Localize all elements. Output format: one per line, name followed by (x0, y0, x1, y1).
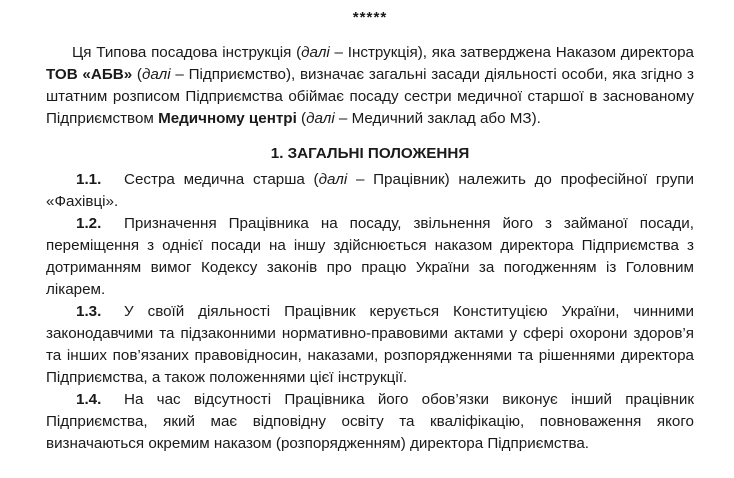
clause-text-1: Сестра медична старша ( (124, 171, 319, 188)
clause-number: 1.4. (76, 391, 102, 408)
intro-text-2: – Інструкція), яка затверджена Наказом директора (329, 44, 694, 61)
clause-number: 1.1. (76, 171, 102, 188)
intro-italic-2: далі (142, 66, 171, 83)
intro-text-6: – Медичний заклад або МЗ). (334, 110, 541, 127)
clause-italic: далі (318, 171, 348, 188)
clause-text: Призначення Працівника на посаду, звільнення його з займаної посади, переміщення з однієї посади на іншу здійснюється наказом директора Підприємства з дотриманням вимог Кодексу законів про працю України за погодженням із Головним лікарем. (46, 215, 694, 298)
intro-text-5: ( (296, 110, 307, 127)
intro-italic-1: далі (301, 44, 330, 61)
clause-number: 1.2. (76, 215, 102, 232)
company-name: ТОВ «АБВ» (46, 66, 133, 83)
clause-1-1 (46, 169, 694, 213)
clause-1-2 (46, 213, 694, 301)
intro-italic-3: далі (306, 110, 335, 127)
intro-text-1: Ця Типова посадова інструкція ( (72, 44, 302, 61)
separator-stars: ***** (352, 9, 388, 26)
intro-paragraph (46, 42, 694, 130)
clause-number: 1.3. (76, 303, 102, 320)
clause-1-3 (46, 301, 694, 389)
clause-text-2: – Працівник) належить до професійної групи «Фахівці». (46, 171, 694, 210)
clause-text: На час відсутності Працівника його обов’язки виконує інший працівник Підприємства, який має відповідну освіту та кваліфікацію, повноваження якого визначаються окремим наказом (розпорядженням) директора Підприємства. (46, 391, 694, 452)
clause-1-4 (46, 389, 694, 455)
clause-text: У своїй діяльності Працівник керується Конституцією України, чинними законодавчими та підзаконними нормативно-правовими актами у сфері охорони здоров’я та інших пов’язаних правовідносин, наказами, розпорядженнями та рішеннями директора Підприємства, а також положеннями цієї інструкції. (46, 303, 694, 386)
medical-center-name: Медичному центрі (158, 110, 297, 127)
intro-text-3: ( (132, 66, 142, 83)
section-title: 1. ЗАГАЛЬНІ ПОЛОЖЕННЯ (270, 145, 470, 162)
intro-text-4: – Підприємство), визначає загальні засади діяльності особи, яка згідно з штатним розписом Підприємства обіймає посаду сестри медичної старшої в заснованому Підприємством (46, 66, 694, 127)
